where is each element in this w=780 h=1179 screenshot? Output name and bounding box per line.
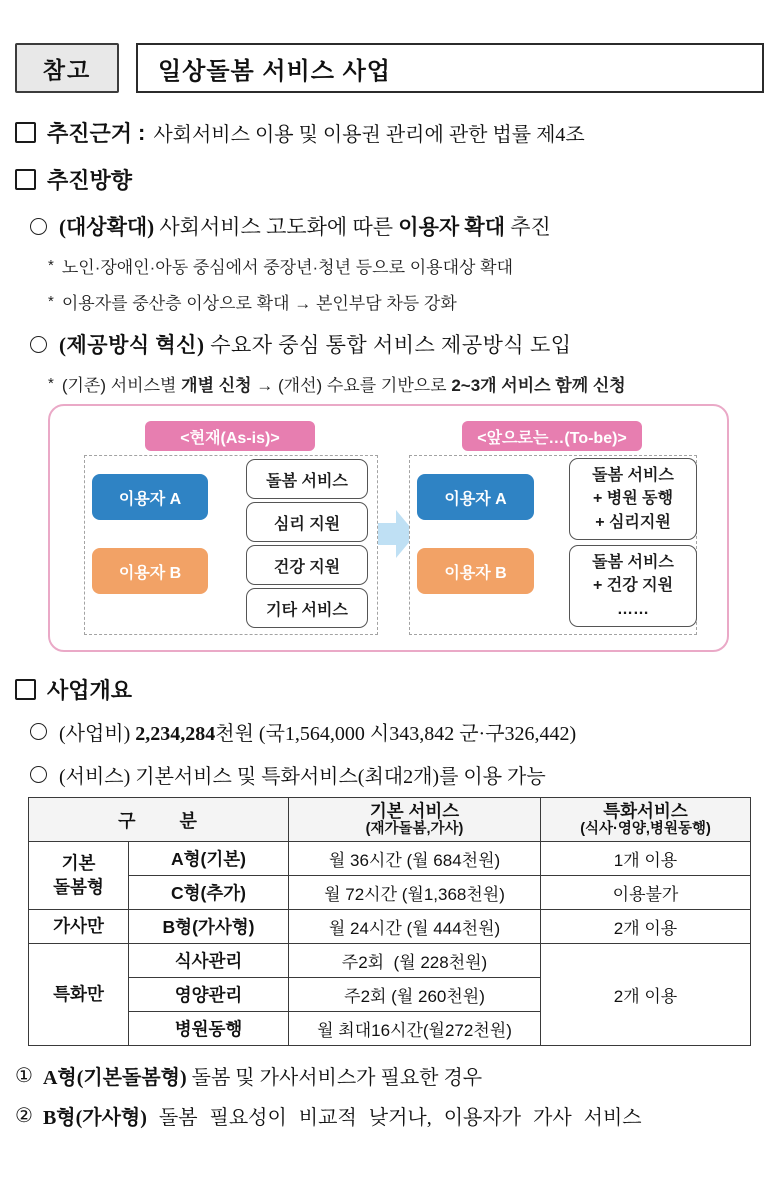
special-group3: 2개 이용 [541,944,751,1046]
asis-user-a: 이용자 A [92,474,208,520]
asis-service-care: 돌봄 서비스 [246,459,368,499]
header-special-service [541,798,751,842]
tobe-result-a-line3: + 심리지원 [595,513,671,531]
overview-service-text: (서비스) 기본서비스 및 특화서비스(최대2개)를 이용 가능 [59,766,546,788]
circle-bullet-icon [30,336,47,353]
direction-subitem-3 [48,371,780,396]
asis-label: <현재(As-is)> [145,421,315,451]
note-2 [15,1101,780,1130]
header-special-main: 특화서비스 [603,801,688,822]
table-row [29,944,751,978]
basic-meal: 주2회 (월 228천원) [289,944,541,978]
tobe-result-b-line2: + 건강 지원 [592,577,674,595]
square-bullet-icon [15,169,36,190]
asis-tobe-diagram [48,404,729,652]
basic-c: 월 72시간 (월1,368천원) [289,876,541,910]
group-basic-care [29,842,129,910]
circled-2-icon: ② [15,1105,33,1127]
table-header-row [29,798,751,842]
basic-b: 월 24시간 (월 444천원) [289,910,541,944]
tobe-result-b-line3: …… [617,600,649,618]
tobe-result-b [569,545,697,627]
special-b: 2개 이용 [541,910,751,944]
asis-user-b: 이용자 B [92,548,208,594]
document-page [0,43,780,1179]
direction-subitem-1-text: 노인·장애인·아동 중심에서 중장년·청년 등으로 이용대상 확대 [61,258,513,277]
circle-bullet-icon [30,766,47,783]
tobe-result-a-line2: + 병원 동행 [592,490,674,508]
circled-1-icon: ① [15,1065,33,1087]
header-gubun: 구 분 [29,798,289,842]
section-direction [15,164,780,195]
overview-budget-text: (사업비) 2,234,284천원 (국1,564,000 시343,842 군·구326,442) [59,723,577,745]
direction-label: 추진방향 [47,168,133,193]
direction-item-expand-text: (대상확대) 사회서비스 고도화에 따른 이용자 확대 추진 [59,215,551,239]
basis-text: 사회서비스 이용 및 이용권 관리에 관한 법률 제4조 [153,124,585,146]
group-housework: 가사만 [29,910,129,944]
group-basic-care-line1: 기본 [61,852,96,873]
type-nutrition: 영양관리 [129,978,289,1012]
header-special-sub: (식사·영양,병원동행) [580,821,711,838]
document-header [15,43,764,93]
type-a: A형(기본) [129,842,289,876]
table-row [29,842,751,876]
tobe-label: <앞으로는…(To-be)> [462,421,642,451]
asis-service-health: 건강 지원 [246,545,368,585]
section-basis [15,117,780,148]
type-b: B형(가사형) [129,910,289,944]
note-1 [15,1061,780,1090]
circle-bullet-icon [30,218,47,235]
tobe-result-b-line1: 돌봄 서비스 [592,554,674,572]
note-1-text: A형(기본돌봄형) 돌봄 및 가사서비스가 필요한 경우 [42,1067,483,1089]
star-bullet: * [48,257,54,274]
type-hospital: 병원동행 [129,1012,289,1046]
service-detail-table [28,797,751,1046]
table-row [29,876,751,910]
table-row [29,910,751,944]
asis-service-psych: 심리 지원 [246,502,368,542]
overview-service [30,760,780,789]
basic-a: 월 36시간 (월 684천원) [289,842,541,876]
tobe-user-b: 이용자 B [417,548,534,594]
special-c: 이용불가 [541,876,751,910]
special-a: 1개 이용 [541,842,751,876]
tobe-result-a-line1: 돌봄 서비스 [592,467,674,485]
group-basic-care-line2: 돌봄형 [53,876,104,897]
direction-item-method-text: (제공방식 혁신) 수요자 중심 통합 서비스 제공방식 도입 [59,333,572,357]
section-overview [15,674,780,705]
tobe-result-a [569,458,697,540]
direction-subitem-2-text: 이용자를 중산층 이상으로 확대 → 본인부담 차등 강화 [61,294,457,313]
direction-subitem-1 [48,253,780,278]
direction-item-expand [30,211,780,241]
square-bullet-icon [15,679,36,700]
tobe-user-a: 이용자 A [417,474,534,520]
basis-colon: : [138,119,146,145]
overview-label: 사업개요 [47,678,133,703]
header-basic-main: 기본 서비스 [369,801,460,822]
asis-service-etc: 기타 서비스 [246,588,368,628]
star-bullet: * [48,293,54,310]
basis-label: 추진근거 [47,121,133,146]
direction-subitem-2 [48,289,780,314]
header-basic-service [289,798,541,842]
header-basic-sub: (재가돌봄,가사) [365,821,464,838]
basic-nutrition: 주2회 (월 260천원) [289,978,541,1012]
direction-item-method [30,329,780,359]
direction-subitem-3-text: (기존) 서비스별 개별 신청 → (개선) 수요를 기반으로 2~3개 서비스 함께 신청 [61,376,626,395]
note-2-text: B형(가사형) 돌봄 필요성이 비교적 낮거나, 이용자가 가사 서비스 [42,1107,642,1129]
type-meal: 식사관리 [129,944,289,978]
basic-hospital: 월 최대16시간(월272천원) [289,1012,541,1046]
page-title: 일상돌봄 서비스 사업 [136,43,764,93]
reference-badge: 참고 [15,43,119,93]
overview-budget [30,717,780,746]
type-c: C형(추가) [129,876,289,910]
group-special-only: 특화만 [29,944,129,1046]
square-bullet-icon [15,122,36,143]
star-bullet: * [48,375,54,392]
circle-bullet-icon [30,723,47,740]
